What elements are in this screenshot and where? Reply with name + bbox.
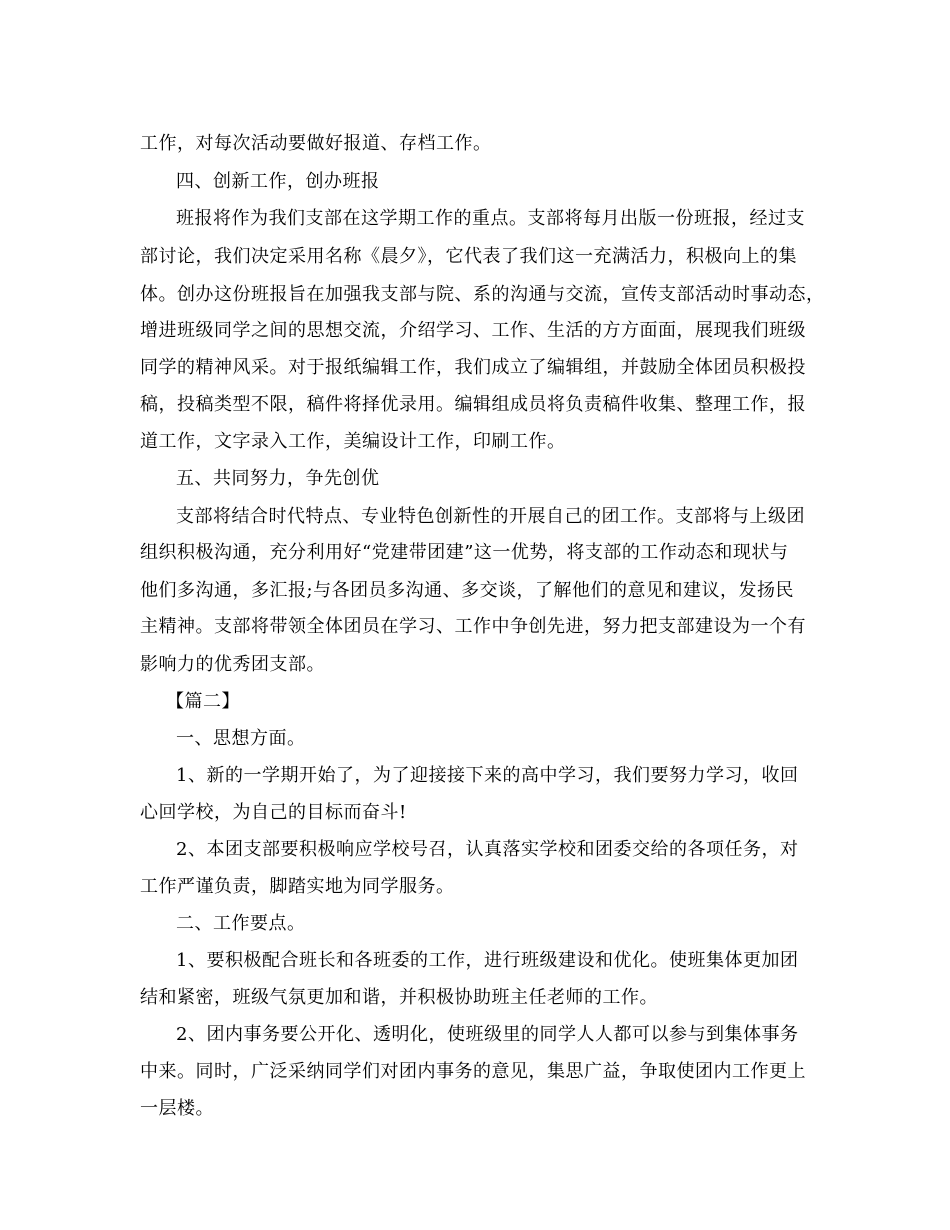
text-line: 工作严谨负责，脚踏实地为同学服务。 [140, 876, 455, 897]
text-line: 同学的精神风采。对于报纸编辑工作，我们成立了编辑组，并鼓励全体团员积极投 [140, 357, 806, 378]
text-line: 2、本团支部要积极响应学校号召，认真落实学校和团委交给的各项任务，对 [176, 839, 799, 860]
section-heading: 五、共同努力，争先创优 [176, 468, 380, 489]
section-heading: 一、思想方面。 [176, 728, 306, 749]
text-line: 影响力的优秀团支部。 [140, 654, 325, 675]
text-line: 一层楼。 [140, 1098, 214, 1119]
text-line: 工作，对每次活动要做好报道、存档工作。 [140, 133, 492, 154]
section-heading: 二、工作要点。 [176, 913, 306, 934]
text-line: 部讨论，我们决定采用名称《晨夕》，它代表了我们这一充满活力，积极向上的集 [140, 246, 797, 267]
text-line: 组织积极沟通，充分利用好“党建带团建”这一优势，将支部的工作动态和现状与 [140, 542, 789, 563]
text-line: 稿，投稿类型不限，稿件将择优录用。编辑组成员将负责稿件收集、整理工作，报 [140, 394, 806, 415]
text-line: 1、新的一学期开始了，为了迎接接下来的高中学习，我们要努力学习，收回 [176, 765, 799, 786]
text-line: 1、要积极配合班长和各班委的工作，进行班级建设和优化。使班集体更加团 [176, 950, 799, 971]
text-line: 支部将结合时代特点、专业特色创新性的开展自己的团工作。支部将与上级团 [176, 506, 805, 527]
text-line: 结和紧密，班级气氛更加和谐，并积极协助班主任老师的工作。 [140, 987, 658, 1008]
chapter-heading: 【篇二】 [166, 691, 240, 712]
text-line: 班报将作为我们支部在这学期工作的重点。支部将每月出版一份班报，经过支 [176, 208, 805, 229]
text-line: 心回学校，为自己的目标而奋斗! [140, 802, 407, 823]
text-line: 体。创办这份班报旨在加强我支部与院、系的沟通与交流，宣传支部活动时事动态， [140, 284, 825, 305]
text-line: 中来。同时，广泛采纳同学们对团内事务的意见，集思广益，争取使团内工作更上 [140, 1061, 806, 1082]
text-line: 增进班级同学之间的思想交流，介绍学习、工作、生活的方方面面，展现我们班级 [140, 320, 806, 341]
text-line: 主精神。支部将带领全体团员在学习、工作中争创先进，努力把支部建设为一个有 [140, 616, 806, 637]
text-line: 他们多沟通，多汇报;与各团员多沟通、多交谈，了解他们的意见和建议，发扬民 [140, 580, 795, 601]
text-line: 2、团内事务要公开化、透明化，使班级里的同学人人都可以参与到集体事务 [176, 1024, 799, 1045]
text-line: 道工作，文字录入工作，美编设计工作，印刷工作。 [140, 431, 566, 452]
section-heading: 四、创新工作，创办班报 [176, 171, 380, 192]
